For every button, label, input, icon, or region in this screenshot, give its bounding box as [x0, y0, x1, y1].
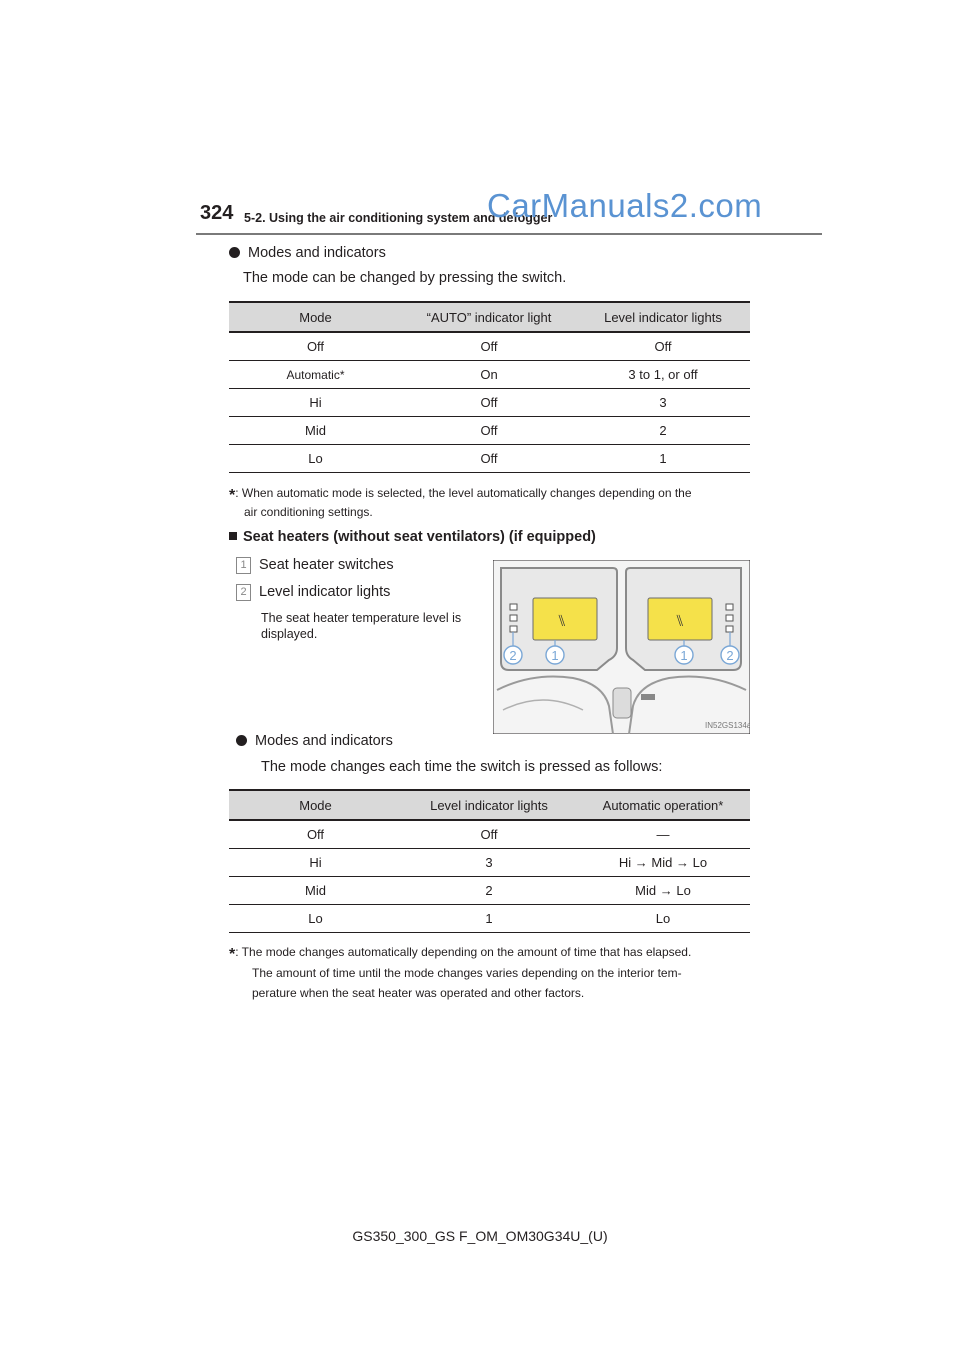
callout-seat-heater-switches: 1 Seat heater switches: [236, 557, 394, 574]
table-cell: Hi: [229, 849, 402, 877]
figure-label: 1: [551, 648, 559, 663]
table-header-cell: Mode: [229, 302, 402, 332]
table-row: [229, 877, 750, 905]
svg-text:⑊: ⑊: [675, 611, 685, 630]
callout-number-2: 2: [236, 584, 251, 601]
table-cell: Hi → Mid → Lo: [576, 849, 750, 877]
bullet-modes-indicators-2: Modes and indicators: [236, 733, 393, 749]
svg-text:⑊: ⑊: [557, 611, 567, 630]
callout-level-indicator-lights: 2 Level indicator lights: [236, 584, 390, 601]
callout-2-description-cont: displayed.: [261, 627, 318, 641]
table-cell: 1: [576, 445, 750, 473]
seat-heater-illustration: [493, 560, 750, 734]
table-row: [229, 389, 750, 417]
modes-table-2: [229, 789, 750, 933]
watermark: CarManuals2.com: [487, 187, 763, 224]
table-header-cell: Level indicator lights: [402, 790, 576, 820]
table-row: [229, 361, 750, 389]
bullet-modes-indicators-1: Modes and indicators: [229, 245, 386, 261]
table-cell: 2: [402, 877, 576, 905]
table-row: [229, 905, 750, 933]
table-cell: Lo: [229, 905, 402, 933]
section2-intro: The mode changes each time the switch is pressed as follows:: [261, 759, 663, 775]
table-header-cell: Automatic operation*: [576, 790, 750, 820]
table-cell: Off: [229, 332, 402, 361]
table-header-cell: “AUTO” indicator light: [402, 302, 576, 332]
table-header-row: [229, 302, 750, 332]
document-code-footer: GS350_300_GS F_OM_OM30G34U_(U): [352, 1228, 608, 1244]
table-cell: 3: [402, 849, 576, 877]
section-heading-seat-heaters: Seat heaters (without seat ventilators) (if equipped): [229, 529, 596, 545]
table-cell: 3 to 1, or off: [576, 361, 750, 389]
figure-label: 1: [680, 648, 688, 663]
table-cell: Off: [402, 445, 576, 473]
table-row: [229, 417, 750, 445]
page-number: 324: [200, 202, 234, 224]
bullet-dot-icon: [229, 247, 240, 258]
table-cell: On: [402, 361, 576, 389]
square-bullet-icon: [229, 532, 237, 540]
footnote-1-cont: air conditioning settings.: [244, 505, 373, 519]
section1-intro: The mode can be changed by pressing the switch.: [243, 270, 567, 286]
figure-label: 2: [726, 648, 734, 663]
table-cell: Off: [402, 332, 576, 361]
table-cell: Mid → Lo: [576, 877, 750, 905]
modes-table-1: [229, 301, 750, 473]
table-cell: 2: [576, 417, 750, 445]
table-cell: Mid: [229, 417, 402, 445]
figure-label: 2: [509, 648, 517, 663]
table-cell: Off: [576, 332, 750, 361]
footnote-2-cont-1: The amount of time until the mode changes varies depending on the interior tem-: [252, 966, 682, 980]
table-row: [229, 445, 750, 473]
table-row: [229, 849, 750, 877]
chapter-title: 5-2. Using the air conditioning system and defogger: [244, 211, 553, 225]
callout-2-description: The seat heater temperature level is: [261, 611, 462, 625]
table-row: [229, 332, 750, 361]
table-cell: Off: [402, 389, 576, 417]
table-cell: Hi: [229, 389, 402, 417]
table-cell: Lo: [576, 905, 750, 933]
table-cell: Off: [402, 820, 576, 849]
table-header-cell: Level indicator lights: [576, 302, 750, 332]
table-cell: 1: [402, 905, 576, 933]
table-header-cell: Mode: [229, 790, 402, 820]
footnote-1: *: When automatic mode is selected, the level automatically changes depending on the: [229, 486, 692, 504]
table-cell: Off: [402, 417, 576, 445]
header-rule: [196, 233, 822, 235]
callout-number-1: 1: [236, 557, 251, 574]
table-cell: Lo: [229, 445, 402, 473]
table-cell: Off: [229, 820, 402, 849]
footnote-2-cont-2: perature when the seat heater was operated and other factors.: [252, 986, 585, 1000]
bullet-dot-icon: [236, 735, 247, 746]
table-cell: 3: [576, 389, 750, 417]
table-cell: —: [576, 820, 750, 849]
table-row: [229, 820, 750, 849]
table-cell: Mid: [229, 877, 402, 905]
footnote-2: *: The mode changes automatically depending on the amount of time that has elapsed.: [229, 945, 692, 963]
figure-code: IN52GS134a: [705, 721, 750, 730]
table-header-row: [229, 790, 750, 820]
seat-heater-figure: [493, 560, 750, 734]
table-cell: Automatic*: [229, 361, 402, 389]
